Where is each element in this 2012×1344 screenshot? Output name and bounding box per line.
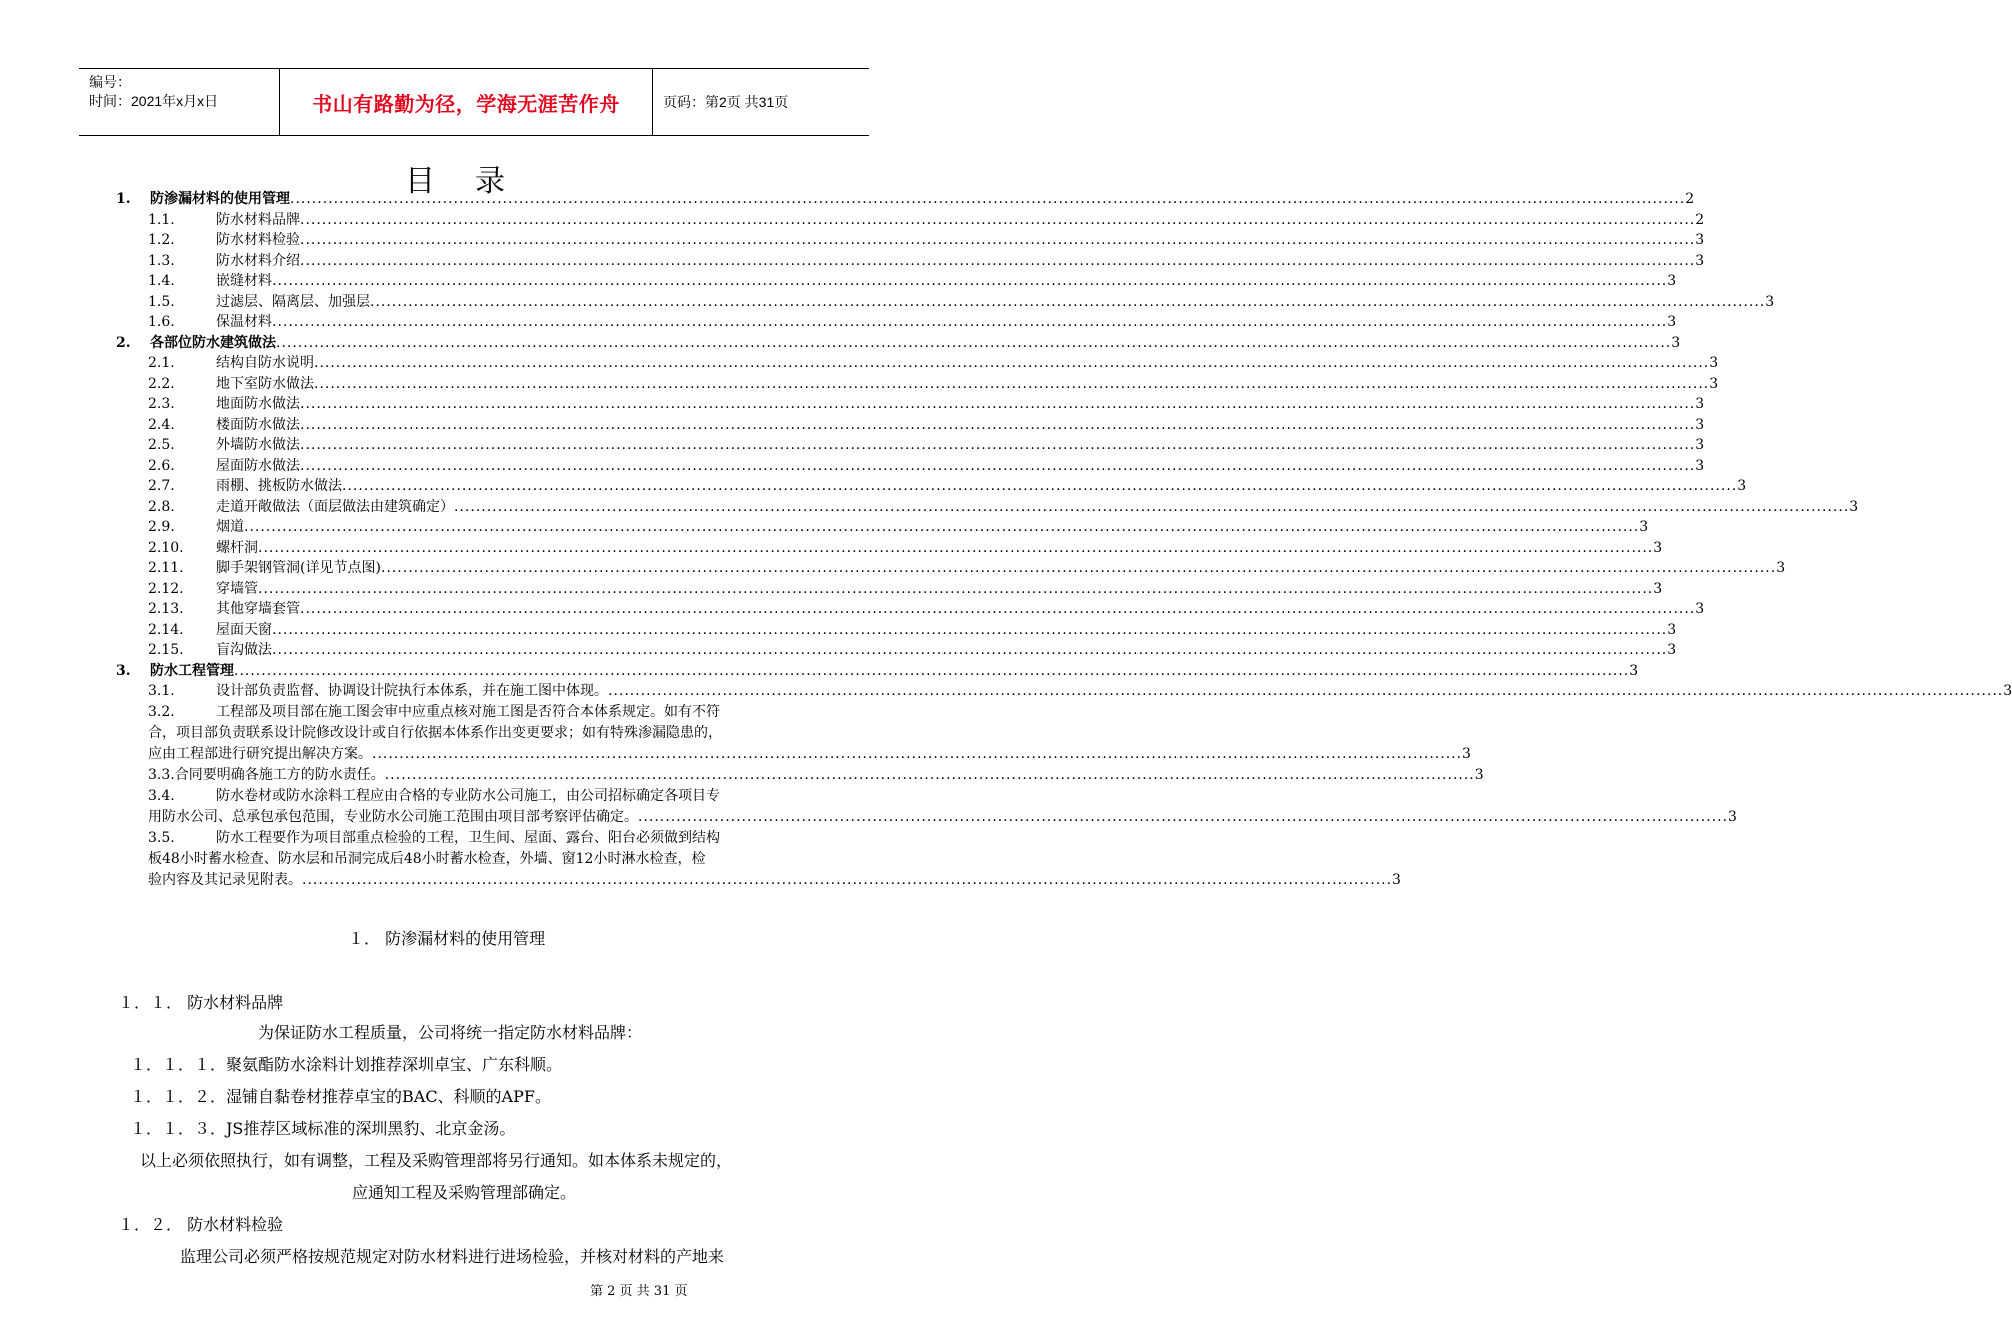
toc-entry-number: 2.12. <box>148 580 184 597</box>
toc-leader: ........................................................................................................................................................................................................ <box>384 766 1475 783</box>
section-1-1-heading: １．１． 防水材料品牌 <box>118 993 284 1012</box>
toc-leader <box>290 189 1685 210</box>
toc-entry-page: 3 <box>1653 539 1663 556</box>
toc-leader <box>608 681 2003 702</box>
toc-entry[interactable] <box>116 517 1649 538</box>
toc-entry-page: 3 <box>1849 498 1859 515</box>
toc-entry-title: 防水材料品牌 <box>216 211 300 228</box>
toc-entry-page: 3 <box>1695 396 1705 412</box>
toc-entry-page: 3 <box>1667 314 1677 330</box>
toc-entry-number: 2.14. <box>148 621 184 638</box>
toc-para-line <box>148 828 778 849</box>
toc-entry-page: 3 <box>1639 519 1649 535</box>
toc-leader <box>300 230 1695 251</box>
toc-entry-number: 2.10. <box>148 539 184 556</box>
toc-entry-number: 1.2. <box>148 232 175 248</box>
toc-leader <box>244 517 1639 538</box>
toc-leader <box>300 435 1695 456</box>
toc-entry-page: 3 <box>1709 375 1719 392</box>
toc-leader <box>272 640 1667 661</box>
toc-entry-title: 防水工程要作为项目部重点检验的工程，卫生间、屋面、露台、阳台必须做到结构 <box>216 829 720 846</box>
toc-entry-title: 穿墙管 <box>216 580 258 597</box>
toc-entry-number: 3.2. <box>148 703 175 720</box>
toc-entry-title: 盲沟做法 <box>216 642 272 658</box>
section-1-2-text: 监理公司必须严格按规范规定对防水材料进行进场检验，并核对材料的产地来 <box>180 1247 725 1266</box>
toc-entry[interactable] <box>116 579 1663 600</box>
toc-entry-number: 2.13. <box>148 601 184 617</box>
toc-entry-number: 2.5. <box>148 437 175 453</box>
toc-entry-title: 各部位防水建筑做法 <box>150 334 276 351</box>
toc-entry-title: 防水材料检验 <box>216 232 300 248</box>
section-1-2-heading: １．２． 防水材料检验 <box>118 1215 284 1234</box>
toc-entry-title: 嵌缝材料 <box>216 273 272 289</box>
toc-para-line <box>148 786 778 807</box>
toc-entry[interactable] <box>116 538 1663 559</box>
toc-entry-number: 3.5. <box>148 829 175 846</box>
page-footer: 第 2 页 共 31 页 <box>590 1284 688 1299</box>
toc-entry-title: 螺杆洞 <box>216 539 258 556</box>
toc-leader <box>300 456 1695 477</box>
table-of-contents <box>116 189 2012 891</box>
toc-leader <box>258 538 1653 559</box>
toc-entry-page: 3 <box>1695 457 1705 474</box>
toc-entry-title: 防水材料介绍 <box>216 252 300 269</box>
toc-entry[interactable] <box>116 620 1677 641</box>
toc-entry-page: 3 <box>1709 355 1719 371</box>
toc-entry-page: 3 <box>1462 745 1471 762</box>
toc-leader <box>300 394 1695 415</box>
toc-entry[interactable] <box>116 312 1677 333</box>
toc-para-line <box>148 765 1484 786</box>
toc-entry[interactable] <box>116 476 1747 497</box>
toc-entry[interactable] <box>116 558 1786 579</box>
toc-entry[interactable] <box>116 271 1677 292</box>
toc-entry-page: 3 <box>1695 232 1705 248</box>
toc-leader <box>272 271 1667 292</box>
toc-leader <box>300 599 1695 620</box>
toc-leader <box>234 661 1629 682</box>
toc-entry-page: 3 <box>1653 580 1663 597</box>
toc-entry-page: 3 <box>1765 293 1775 310</box>
toc-leader <box>272 620 1667 641</box>
toc-para-line <box>148 807 1737 828</box>
toc-entry-number: 2.7. <box>148 478 175 494</box>
toc-entry-title: 其他穿墙套管 <box>216 601 300 617</box>
toc-entry[interactable] <box>116 251 1705 272</box>
toc-entry-page: 3 <box>1667 273 1677 289</box>
toc-entry-page: 3 <box>1392 871 1401 888</box>
toc-entry-page: 3 <box>1695 437 1705 453</box>
toc-entry-number: 2.11. <box>148 560 184 576</box>
toc-entry-number: 2.9. <box>148 519 175 535</box>
toc-leader: ........................................................................................................................................................................................................ <box>372 745 1463 762</box>
toc-entry-title: 应由工程部进行研究提出解决方案。 <box>148 745 372 762</box>
toc-leader <box>381 558 1776 579</box>
toc-entry-title: 屋面防水做法 <box>216 457 300 474</box>
toc-entry-title: 验内容及其记录见附表。 <box>148 871 302 888</box>
toc-entry-number: 3.3. <box>148 766 175 783</box>
toc-entry-title: 用防水公司、总承包承包范围，专业防水公司施工范围由项目部考察评估确定。 <box>148 808 638 825</box>
toc-para-3-2[interactable] <box>116 702 1471 765</box>
toc-para-line <box>148 870 1401 891</box>
note-line-1: 以上必须依照执行，如有调整，工程及采购管理部将另行通知。如本体系未规定的， <box>140 1151 733 1170</box>
toc-entry-page: 3 <box>1728 808 1737 825</box>
toc-entry[interactable] <box>116 374 1719 395</box>
time-label: 时间：2021年x月x日 <box>89 93 219 109</box>
toc-entry-title: 合，项目部负责联系设计院修改设计或自行依据本体系作出变更要求；如有特殊渗漏隐患的， <box>148 724 722 741</box>
toc-entry[interactable] <box>116 497 1859 518</box>
toc-entry-number: 2.3. <box>148 396 175 412</box>
toc-entry[interactable] <box>116 230 1705 251</box>
toc-entry-title: 过滤层、隔离层、加强层 <box>216 293 370 310</box>
toc-entry-title: 设计部负责监督、协调设计院执行本体系，并在施工图中体现。 <box>216 683 608 699</box>
toc-leader <box>454 497 1849 518</box>
toc-entry-title: 板48小时蓄水检查、防水层和吊洞完成后48小时蓄水检查，外墙、窗12小时淋水检查，检 <box>148 850 706 867</box>
toc-entry-page: 3 <box>1474 766 1484 783</box>
toc-entry-number: 1.1. <box>148 211 175 228</box>
toc-entry-number: 2.15. <box>148 642 184 658</box>
toc-entry-title: 地面防水做法 <box>216 396 300 412</box>
header-page-info: 页码：第2页 共31页 <box>663 94 789 110</box>
toc-entry[interactable] <box>116 681 2012 702</box>
toc-leader <box>272 312 1667 333</box>
toc-entry-number: 1.3. <box>148 252 175 269</box>
toc-para-3-3[interactable] <box>116 765 1484 786</box>
toc-entry[interactable] <box>116 599 1705 620</box>
toc-entry-number: 2.1. <box>148 355 175 371</box>
toc-entry[interactable] <box>116 189 1695 210</box>
toc-entry[interactable] <box>116 435 1705 456</box>
toc-entry-page: 3 <box>1667 642 1677 658</box>
toc-entry-number: 2.6. <box>148 457 175 474</box>
toc-entry-page: 3 <box>1667 621 1677 638</box>
toc-entry-number: 1. <box>116 191 131 207</box>
toc-entry[interactable] <box>116 394 1705 415</box>
toc-leader: ........................................................................................................................................................................................................ <box>302 871 1393 888</box>
toc-entry-title: 工程部及项目部在施工图会审中应重点核对施工图是否符合本体系规定。如有不符 <box>216 703 720 720</box>
page-header <box>79 68 869 136</box>
toc-entry-number: 1.5. <box>148 293 175 310</box>
toc-para-3-4[interactable] <box>116 786 1737 828</box>
toc-para-3-5[interactable] <box>116 828 1401 891</box>
toc-entry-title: 走道开敞做法（面层做法由建筑确定） <box>216 498 454 515</box>
toc-entry-number: 3.1. <box>148 683 175 699</box>
toc-entry-number: 2.8. <box>148 498 175 515</box>
toc-leader <box>300 415 1695 436</box>
toc-leader <box>370 292 1765 313</box>
header-meta <box>79 69 280 135</box>
section-1-heading: １． 防渗漏材料的使用管理 <box>348 929 546 948</box>
section-1-1-intro: 为保证防水工程质量，公司将统一指定防水材料品牌： <box>258 1023 643 1042</box>
toc-entry-title: 结构自防水说明 <box>216 355 314 371</box>
toc-entry-page: 3 <box>2003 683 2012 699</box>
toc-entry-page: 2 <box>1685 191 1695 207</box>
toc-entry[interactable] <box>116 353 1719 374</box>
toc-entry[interactable] <box>116 415 1705 436</box>
toc-entry-title: 脚手架钢管洞(详见节点图) <box>216 560 381 576</box>
toc-entry-page: 3 <box>1695 416 1705 433</box>
toc-entry[interactable] <box>116 456 1705 477</box>
toc-entry-title: 烟道 <box>216 519 244 535</box>
toc-leader <box>314 374 1709 395</box>
toc-entry[interactable] <box>116 661 1639 682</box>
toc-entry-page: 3 <box>1695 601 1705 617</box>
toc-entry[interactable] <box>116 292 1775 313</box>
toc-leader <box>276 333 1671 354</box>
item-1-1-3: １．１．３．JS推荐区域标准的深圳黑豹、北京金汤。 <box>130 1119 516 1138</box>
toc-entry-page: 2 <box>1695 211 1705 228</box>
toc-entry-number: 1.6. <box>148 314 175 330</box>
toc-entry-number: 2. <box>116 334 131 351</box>
toc-entry-page: 3 <box>1776 560 1786 576</box>
toc-entry-number: 2.2. <box>148 375 175 392</box>
note-line-2: 应通知工程及采购管理部确定。 <box>352 1183 577 1202</box>
toc-entry-page: 3 <box>1671 334 1681 351</box>
toc-entry-title: 防水工程管理 <box>150 662 234 679</box>
toc-entry-number: 1.4. <box>148 273 175 289</box>
header-motto: 书山有路勤为径，学海无涯苦作舟 <box>280 69 653 135</box>
toc-entry-page: 3 <box>1695 252 1705 269</box>
toc-entry-title: 地下室防水做法 <box>216 375 314 392</box>
toc-entry[interactable] <box>116 640 1677 661</box>
toc-entry-title: 楼面防水做法 <box>216 416 300 433</box>
toc-entry-number: 3.4. <box>148 787 175 804</box>
toc-leader: ........................................................................................................................................................................................................ <box>638 808 1729 825</box>
toc-entry-number: 3. <box>116 662 131 679</box>
toc-leader <box>314 353 1709 374</box>
toc-para-line <box>148 723 778 744</box>
toc-para-line <box>148 849 778 870</box>
toc-entry-number: 2.4. <box>148 416 175 433</box>
toc-entry-title: 保温材料 <box>216 314 272 330</box>
toc-entry-page: 3 <box>1737 478 1747 494</box>
toc-entry-title: 雨棚、挑板防水做法 <box>216 478 342 494</box>
toc-entry-title: 防水卷材或防水涂料工程应由合格的专业防水公司施工，由公司招标确定各项目专 <box>216 787 720 804</box>
toc-para-line <box>148 744 1471 765</box>
toc-entry[interactable] <box>116 333 1681 354</box>
toc-title: 目录 <box>405 164 545 199</box>
item-1-1-2: １．１．２．湿铺自黏卷材推荐卓宝的BAC、科顺的APF。 <box>130 1087 551 1106</box>
toc-leader <box>342 476 1737 497</box>
item-1-1-1: １．１．１．聚氨酯防水涂料计划推荐深圳卓宝、广东科顺。 <box>130 1055 563 1074</box>
toc-entry[interactable] <box>116 210 1705 231</box>
number-label: 编号： <box>89 74 131 90</box>
toc-para-line <box>148 702 778 723</box>
toc-leader <box>300 210 1695 231</box>
toc-entry-title: 合同要明确各施工方的防水责任。 <box>174 766 385 783</box>
toc-entry-page: 3 <box>1629 662 1639 679</box>
toc-leader <box>258 579 1653 600</box>
toc-entry-title: 屋面天窗 <box>216 621 272 638</box>
toc-entry-title: 防渗漏材料的使用管理 <box>150 191 290 207</box>
toc-entry-title: 外墙防水做法 <box>216 437 300 453</box>
toc-leader <box>300 251 1695 272</box>
